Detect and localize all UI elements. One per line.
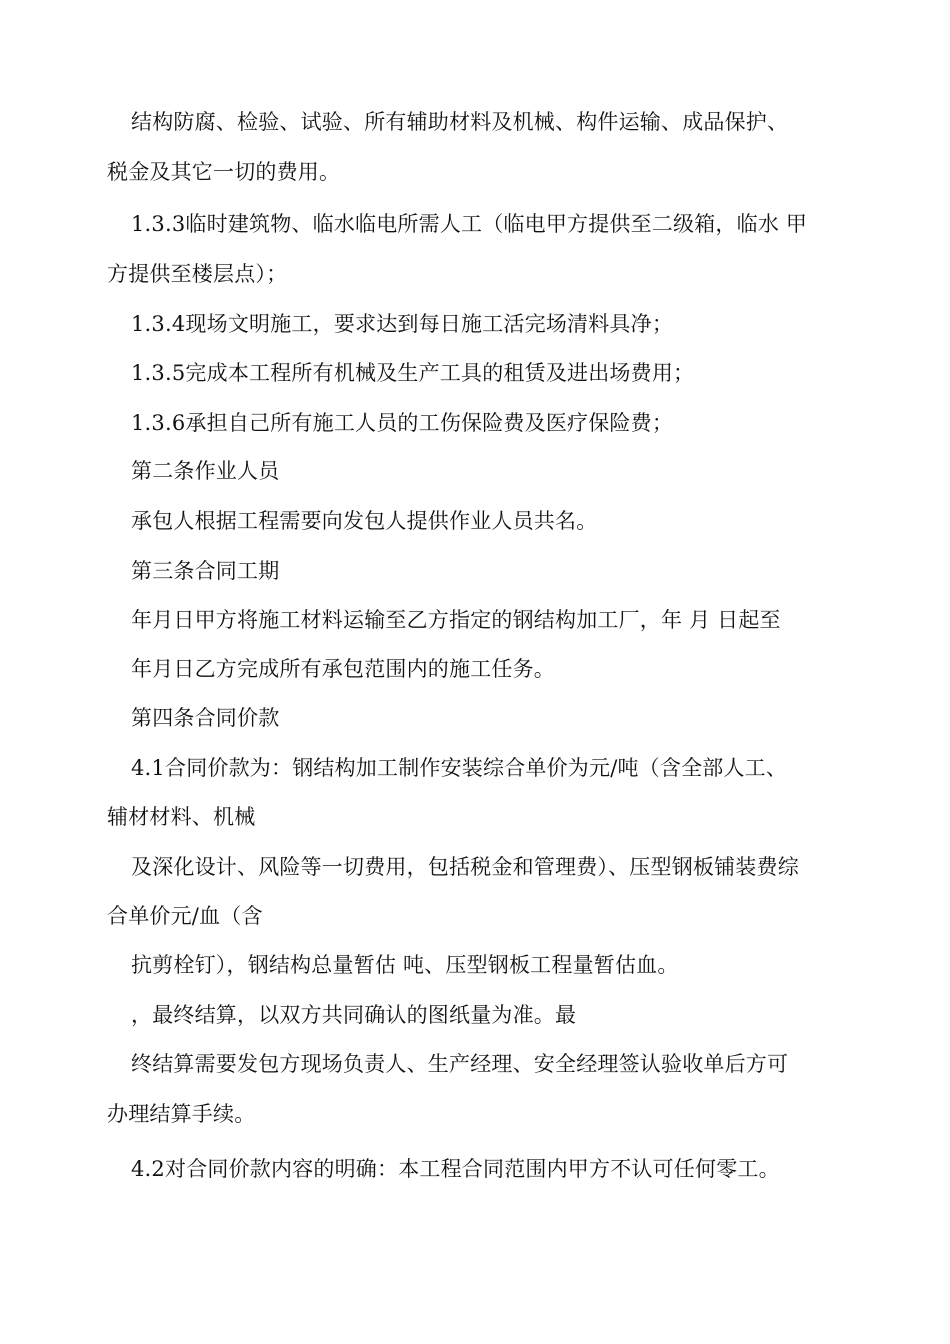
text-line: 承包人根据工程需要向发包人提供作业人员共名。 [131, 509, 598, 533]
text-line: 结构防腐、检验、试验、所有辅助材料及机械、构件运输、成品保护、 [131, 110, 789, 134]
section-heading: 第四条合同价款 [131, 706, 280, 730]
text-line: 税金及其它一切的费用。 [107, 160, 341, 184]
text-line: 办理结算手续。 [107, 1102, 256, 1126]
text-line: 1.3.6承担自己所有施工人员的工伤保险费及医疗保险费； [131, 411, 674, 435]
text-line: 合单价元/血（含 [107, 904, 263, 928]
text-line: 1.3.5完成本工程所有机械及生产工具的租赁及进出场费用； [131, 361, 695, 385]
text-line: 1.3.4现场文明施工，要求达到每日施工活完场清料具净； [131, 312, 674, 336]
text-line: 抗剪栓钉），钢结构总量暂估 吨、压型钢板工程量暂估血。 [131, 953, 679, 977]
text-line: 方提供至楼层点）； [107, 262, 288, 286]
text-line: 及深化设计、风险等一切费用，包括税金和管理费）、压型钢板铺装费综 [131, 855, 799, 879]
text-line: 辅材材料、机械 [107, 805, 256, 829]
section-heading: 第三条合同工期 [131, 559, 280, 583]
text-line: 年月日甲方将施工材料运输至乙方指定的钢结构加工厂，年 月 日起至 [131, 608, 781, 632]
section-heading: 第二条作业人员 [131, 459, 280, 483]
text-line: 年月日乙方完成所有承包范围内的施工任务。 [131, 657, 555, 681]
text-line: 4.2对合同价款内容的明确：本工程合同范围内甲方不认可任何零工。 [131, 1157, 780, 1181]
text-line: 4.1合同价款为：钢结构加工制作安装综合单价为元/吨（含全部人工、 [131, 756, 788, 780]
text-line: ，最终结算，以双方共同确认的图纸量为准。最 [131, 1003, 577, 1027]
text-line: 终结算需要发包方现场负责人、生产经理、安全经理签认验收单后方可 [131, 1052, 789, 1076]
text-line: 1.3.3临时建筑物、临水临电所需人工（临电甲方提供至二级箱，临水 甲 [131, 212, 808, 236]
